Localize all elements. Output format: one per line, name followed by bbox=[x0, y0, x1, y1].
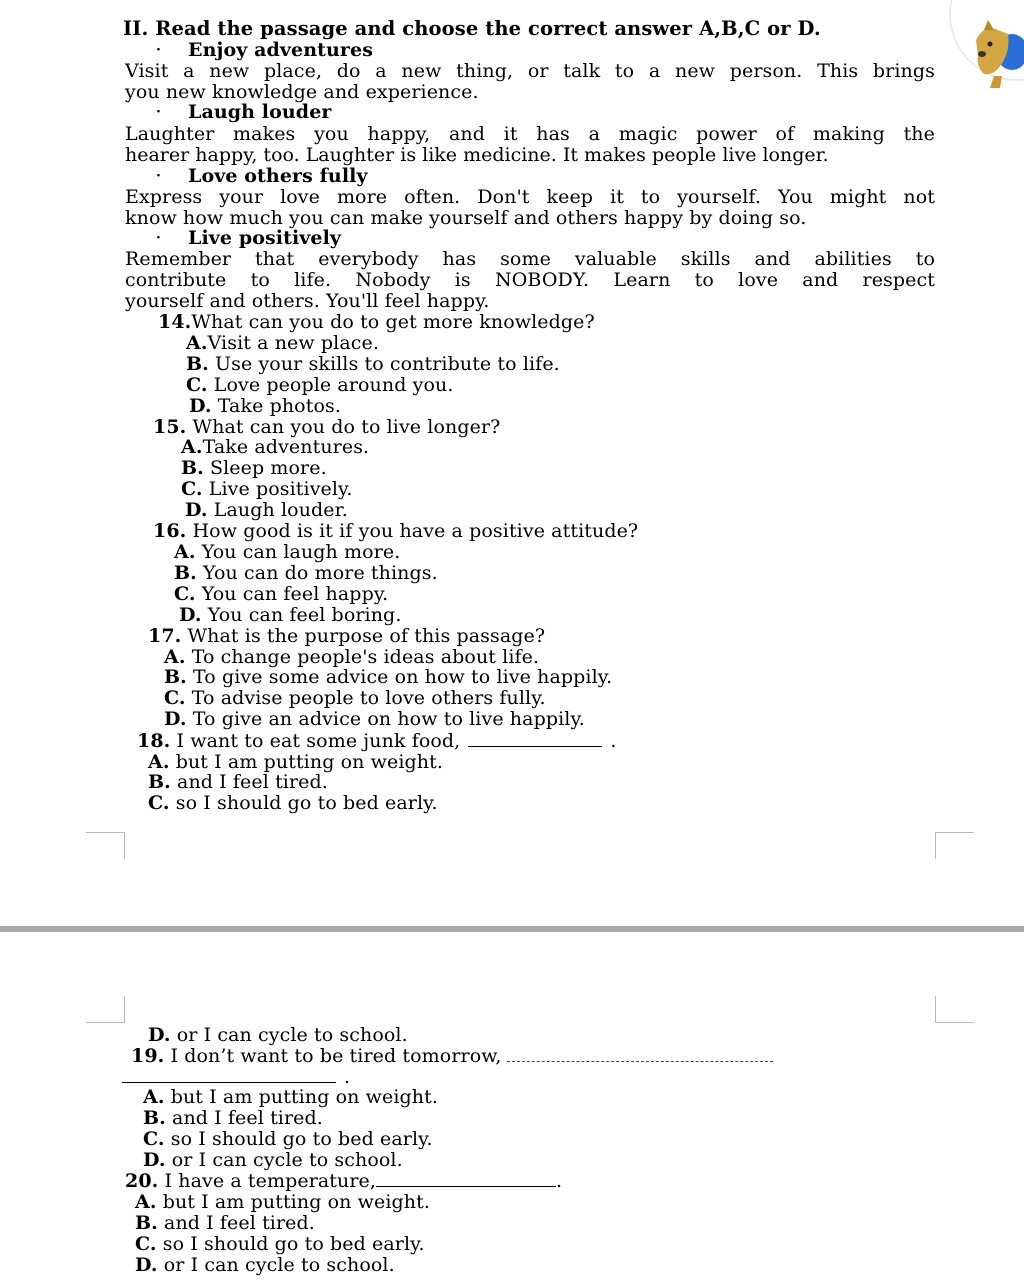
option-label: B. bbox=[174, 562, 197, 584]
answer-blank bbox=[376, 1172, 556, 1187]
option-label: B. bbox=[181, 457, 204, 479]
option-label: D. bbox=[185, 499, 208, 521]
option-label: D. bbox=[164, 708, 187, 730]
option-d bbox=[148, 1025, 408, 1045]
passage-line: you new knowledge and experience. bbox=[125, 81, 479, 103]
option-c bbox=[181, 479, 353, 499]
question-tail: . bbox=[556, 1170, 563, 1192]
option-text: You can feel happy. bbox=[195, 583, 389, 605]
bullet-icon: · bbox=[156, 104, 161, 120]
exercise-heading: II. Read the passage and choose the correct answer A,B,C or D. bbox=[123, 17, 821, 40]
option-text: or I can cycle to school. bbox=[157, 1254, 395, 1276]
option-text: and I feel tired. bbox=[165, 1107, 323, 1129]
option-label: D. bbox=[143, 1149, 166, 1171]
option-text: but I am putting on weight. bbox=[156, 1191, 430, 1213]
section-title: Love others fully bbox=[188, 165, 368, 187]
option-label: C. bbox=[174, 583, 196, 605]
option-text: and I feel tired. bbox=[157, 1212, 315, 1234]
question-number: 18. bbox=[137, 730, 171, 752]
option-c bbox=[174, 584, 388, 604]
option-text: You can do more things. bbox=[196, 562, 438, 584]
option-d bbox=[185, 500, 348, 520]
option-d bbox=[135, 1255, 395, 1275]
option-label: A. bbox=[164, 646, 186, 668]
option-label: C. bbox=[181, 478, 203, 500]
bullet-icon: · bbox=[156, 42, 161, 58]
option-text: To give an advice on how to live happily. bbox=[186, 708, 585, 730]
bullet-icon: · bbox=[156, 230, 161, 246]
option-label: A. bbox=[148, 751, 170, 773]
passage-line: yourself and others. You'll feel happy. bbox=[125, 290, 490, 312]
question-number: 16. bbox=[153, 520, 187, 542]
question-text: I have a temperature, bbox=[158, 1170, 377, 1192]
question-tail: . bbox=[344, 1066, 351, 1088]
option-d bbox=[164, 709, 585, 729]
option-b bbox=[174, 563, 438, 583]
option-text: Take photos. bbox=[211, 395, 341, 417]
option-b bbox=[135, 1213, 315, 1233]
option-text: Take adventures. bbox=[202, 436, 370, 458]
section-title: Enjoy adventures bbox=[188, 39, 374, 61]
question-text: What can you do to get more knowledge? bbox=[191, 311, 595, 333]
question-17 bbox=[148, 626, 545, 646]
question-text: I don’t want to be tired tomorrow, bbox=[164, 1045, 502, 1067]
question-number: 20. bbox=[125, 1170, 159, 1192]
question-19 bbox=[131, 1046, 773, 1066]
option-text: Live positively. bbox=[202, 478, 353, 500]
question-15 bbox=[153, 417, 500, 437]
question-number: 17. bbox=[148, 625, 182, 647]
option-text: Sleep more. bbox=[203, 457, 327, 479]
option-text: You can laugh more. bbox=[195, 541, 401, 563]
option-text: so I should go to bed early. bbox=[156, 1233, 425, 1255]
option-text: You can feel boring. bbox=[201, 604, 402, 626]
option-label: C. bbox=[186, 374, 208, 396]
option-label: A. bbox=[186, 332, 208, 354]
dog-sticker-icon bbox=[924, 0, 1024, 90]
question-text: What can you do to live longer? bbox=[186, 416, 501, 438]
question-14 bbox=[158, 312, 595, 332]
option-a bbox=[135, 1192, 430, 1212]
option-label: A. bbox=[143, 1086, 165, 1108]
option-a bbox=[148, 752, 443, 772]
passage-line: Remember that everybody has some valuable skills and abilities to bbox=[125, 248, 935, 270]
option-label: D. bbox=[189, 395, 212, 417]
question-text: What is the purpose of this passage? bbox=[181, 625, 546, 647]
option-label: B. bbox=[186, 353, 209, 375]
document-page-2 bbox=[0, 932, 1024, 1280]
option-c bbox=[135, 1234, 425, 1254]
answer-blank bbox=[122, 1068, 336, 1083]
question-text: How good is it if you have a positive attitude? bbox=[186, 520, 639, 542]
option-label: C. bbox=[143, 1128, 165, 1150]
answer-blank bbox=[468, 732, 602, 747]
question-18 bbox=[137, 731, 616, 751]
option-label: C. bbox=[164, 687, 186, 709]
passage-line: Express your love more often. Don't keep it to yourself. You might not bbox=[125, 186, 935, 208]
option-label: A. bbox=[181, 436, 203, 458]
question-19-continued bbox=[122, 1067, 350, 1087]
option-b bbox=[143, 1108, 323, 1128]
margin-corner-mark bbox=[935, 832, 974, 859]
option-label: B. bbox=[143, 1107, 166, 1129]
answer-blank bbox=[507, 1049, 773, 1062]
option-c bbox=[148, 793, 438, 813]
option-text: so I should go to bed early. bbox=[164, 1128, 433, 1150]
option-text: To give some advice on how to live happily. bbox=[186, 666, 613, 688]
question-number: 19. bbox=[131, 1045, 165, 1067]
option-label: C. bbox=[135, 1233, 157, 1255]
option-a bbox=[186, 333, 379, 353]
section-title: Laugh louder bbox=[188, 101, 332, 123]
option-text: or I can cycle to school. bbox=[165, 1149, 403, 1171]
question-text: I want to eat some junk food, bbox=[170, 730, 461, 752]
option-d bbox=[189, 396, 341, 416]
option-label: D. bbox=[179, 604, 202, 626]
option-b bbox=[181, 458, 327, 478]
option-a bbox=[143, 1087, 438, 1107]
option-text: so I should go to bed early. bbox=[169, 792, 438, 814]
option-text: Love people around you. bbox=[207, 374, 454, 396]
question-number: 15. bbox=[153, 416, 187, 438]
option-text: but I am putting on weight. bbox=[164, 1086, 438, 1108]
option-c bbox=[143, 1129, 433, 1149]
option-b bbox=[164, 667, 612, 687]
option-text: Visit a new place. bbox=[207, 332, 379, 354]
question-16 bbox=[153, 521, 638, 541]
passage-line: contribute to life. Nobody is NOBODY. Learn to love and respect bbox=[125, 269, 935, 291]
margin-corner-mark bbox=[935, 996, 974, 1023]
question-20 bbox=[125, 1171, 562, 1191]
passage-line: know how much you can make yourself and others happy by doing so. bbox=[125, 207, 807, 229]
option-b bbox=[186, 354, 560, 374]
option-text: Use your skills to contribute to life. bbox=[208, 353, 560, 375]
margin-corner-mark bbox=[86, 832, 125, 859]
margin-corner-mark bbox=[86, 996, 125, 1023]
passage-line: Laughter makes you happy, and it has a magic power of making the bbox=[125, 123, 935, 145]
section-title: Live positively bbox=[188, 227, 342, 249]
passage-line: Visit a new place, do a new thing, or talk to a new person. This brings bbox=[125, 60, 935, 82]
option-a bbox=[174, 542, 400, 562]
option-c bbox=[186, 375, 453, 395]
option-c bbox=[164, 688, 546, 708]
option-text: or I can cycle to school. bbox=[170, 1024, 408, 1046]
option-text: but I am putting on weight. bbox=[169, 751, 443, 773]
option-label: A. bbox=[135, 1191, 157, 1213]
option-label: B. bbox=[164, 666, 187, 688]
option-label: C. bbox=[148, 792, 170, 814]
option-d bbox=[143, 1150, 403, 1170]
bullet-icon: · bbox=[156, 168, 161, 184]
passage-line: hearer happy, too. Laughter is like medicine. It makes people live longer. bbox=[125, 144, 829, 166]
option-text: Laugh louder. bbox=[207, 499, 348, 521]
option-label: D. bbox=[148, 1024, 171, 1046]
option-label: A. bbox=[174, 541, 196, 563]
option-text: To advise people to love others fully. bbox=[185, 687, 546, 709]
option-d bbox=[179, 605, 401, 625]
option-a bbox=[181, 437, 369, 457]
question-tail: . bbox=[610, 730, 617, 752]
option-label: D. bbox=[135, 1254, 158, 1276]
option-label: B. bbox=[135, 1212, 158, 1234]
option-b bbox=[148, 772, 328, 792]
option-text: and I feel tired. bbox=[170, 771, 328, 793]
question-number: 14. bbox=[158, 311, 192, 333]
option-label: B. bbox=[148, 771, 171, 793]
option-text: To change people's ideas about life. bbox=[185, 646, 540, 668]
option-a bbox=[164, 647, 539, 667]
